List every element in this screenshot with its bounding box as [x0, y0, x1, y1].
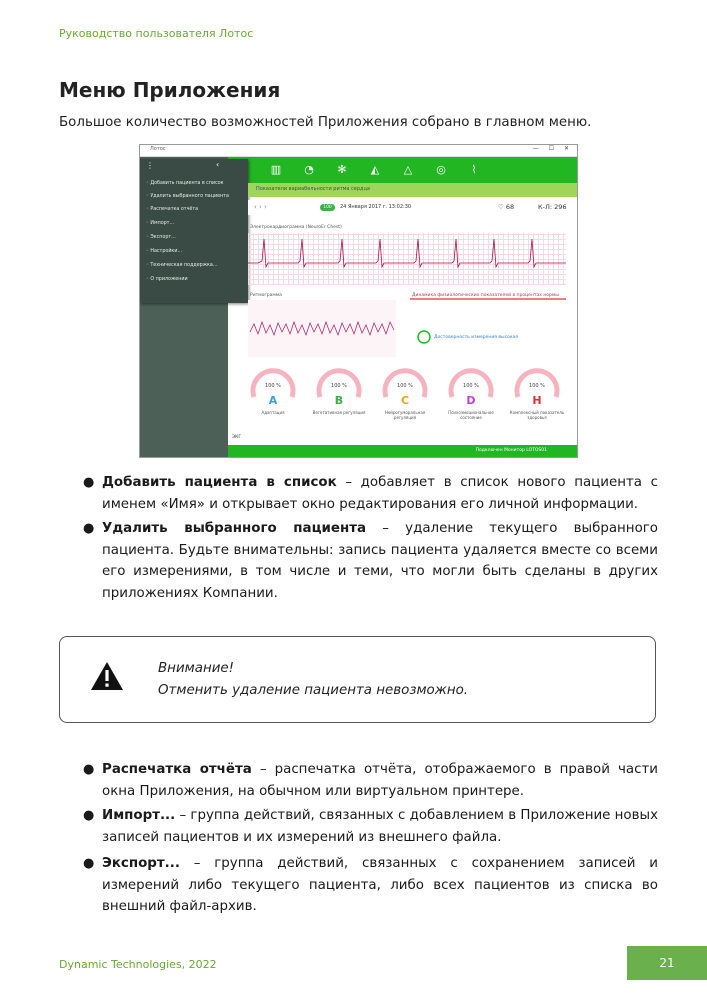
hr-extra: К-Л: 296 [538, 203, 567, 211]
rhythmogram-chart [248, 300, 396, 357]
gauge-b [314, 365, 364, 427]
bullet-marker: ● [83, 521, 95, 536]
warning-text [158, 658, 468, 701]
gauge-a [248, 365, 298, 427]
gauge-d [446, 365, 496, 427]
bullet-marker: ● [83, 808, 95, 823]
bullet-description: – группа действий, связанных с добавлением в Приложение новых записей пациентов и их измерений из внешнего файла. [102, 808, 658, 845]
bullet-marker: ● [83, 762, 95, 777]
bullet-description: – удаление текущего выбранного пациента. Будьте внимательны: запись пациента удаляется вместе со всеми его измерениями, в том числе и теми, что могли быть сделаны в других приложениях Компании. [102, 521, 658, 601]
ecg-title: Электрокардиограмма (NeuroEr Chest) [250, 225, 342, 230]
target-icon[interactable]: ◎ [436, 163, 446, 176]
main-menu [140, 159, 248, 303]
gauge-h-letter: H [532, 394, 542, 407]
menu-item-about[interactable]: ◦ О приложении [146, 277, 188, 282]
status-text: Подключен Монитор LOTOS01 [475, 448, 547, 453]
gauge-d-value: 100 % [463, 383, 479, 389]
ecg-trace [248, 233, 566, 285]
bullet-term: Импорт... [102, 808, 176, 823]
dynamics-title: Динамика физиологических показателей в процентах нормы [412, 293, 559, 298]
gauge-c [380, 365, 430, 427]
gauge-b-value: 100 % [331, 383, 347, 389]
warning-callout [59, 636, 656, 723]
bullet-delete-patient [102, 518, 658, 604]
gauge-b-letter: B [334, 394, 344, 407]
date-toolbar [248, 200, 577, 215]
gauge-h-value: 100 % [529, 383, 545, 389]
dynamics-chart [410, 293, 566, 357]
menu-item-support[interactable]: ◦ Техническая поддержка... [146, 263, 217, 268]
gauge-b-label: Вегетативная регуляция [312, 410, 366, 415]
chevron-left-icon[interactable]: ‹ [216, 160, 220, 169]
intro-paragraph: Большое количество возможностей Приложения собрано в главном меню. [59, 115, 592, 130]
gauge-h [509, 365, 565, 427]
gauge-c-letter: C [400, 394, 410, 407]
status-bar [228, 445, 577, 457]
triangle-icon[interactable]: △ [403, 163, 413, 176]
gauge-a-letter: A [268, 394, 278, 407]
bullet-print-report [102, 759, 658, 802]
line-chart-icon[interactable]: ⌇ [471, 163, 477, 176]
window-controls[interactable]: — ☐ ✕ [532, 145, 573, 152]
rr-trace [248, 300, 396, 357]
bullet-description: – группа действий, связанных с сохранением записей и измерений либо текущего пациента, либо всех пациентов из списка во внешний файл-архив. [102, 856, 658, 914]
bullet-description: – добавляет в список нового пациента с именем «Имя» и открывает окно редактирования его личной информации. [102, 475, 658, 512]
window-title: Лотос [150, 146, 166, 152]
record-pill: 100 [320, 204, 335, 211]
gauge-d-letter: D [466, 394, 476, 407]
gauge-row [240, 365, 577, 430]
bullet-marker: ● [83, 475, 95, 490]
menu-item-settings[interactable]: ◦ Настройки... [146, 249, 182, 254]
rr-title: Ритмограмма [250, 293, 282, 298]
gauge-c-value: 100 % [397, 383, 413, 389]
heart-rate-value: ♡ 68 [498, 203, 515, 211]
bullet-description: – распечатка отчёта, отображаемого в правой части окна Приложения, на обычном или виртуальном принтере. [102, 762, 658, 799]
footer-company: Dynamic Technologies, 2022 [59, 958, 217, 971]
gauge-c-label: Нейрогуморальная регуляция [384, 410, 426, 420]
nav-arrows[interactable]: ‹ › › [254, 203, 267, 211]
bullet-add-patient [102, 472, 658, 515]
menu-item-delete-patient[interactable]: ◦ Удалить выбранного пациента [146, 194, 229, 199]
menu-item-export[interactable]: ◦ Экспорт... [146, 235, 176, 240]
dynamics-trace [410, 293, 566, 357]
bullet-term: Экспорт... [102, 856, 180, 871]
ecg-tab-label[interactable]: ЭКГ [232, 435, 242, 440]
bullet-term: Добавить пациента в список [102, 475, 337, 490]
menu-item-print-report[interactable]: ◦ Распечатка отчёта [146, 207, 198, 212]
warning-body: Отменить удаление пациента невозможно. [158, 682, 469, 698]
page-number: 21 [627, 946, 707, 980]
gauge-d-label: Психоэмоциональное состояние [448, 410, 494, 420]
app-screenshot [139, 144, 578, 458]
gauge-a-label: Адаптация [261, 410, 285, 415]
ecg-chart [248, 233, 566, 285]
section-banner-text: Показатели вариабельности ритма сердца [256, 186, 370, 192]
gauge-icon[interactable]: ◔ [304, 163, 314, 176]
area-chart-icon[interactable]: ◭ [370, 163, 380, 176]
menu-item-add-patient[interactable]: ◦ Добавить пациента в список [146, 181, 224, 186]
warning-icon [90, 661, 124, 691]
window-titlebar [140, 145, 577, 157]
bullet-term: Удалить выбранного пациента [102, 521, 367, 536]
bullet-marker: ● [83, 856, 95, 871]
menu-item-import[interactable]: ◦ Импорт... [146, 221, 174, 226]
section-banner [248, 183, 577, 197]
bullet-export [102, 853, 658, 918]
running-header: Руководство пользователя Лотос [59, 27, 254, 40]
bullet-import [102, 805, 658, 848]
bar-chart-icon[interactable]: ▥ [270, 163, 282, 176]
bullet-term: Распечатка отчёта [102, 762, 252, 777]
snowflake-icon[interactable]: ✻ [337, 163, 347, 176]
record-date: 24 Января 2017 г. 13:02:30 [340, 204, 412, 210]
reliability-legend: Достоверность измерения высокая [434, 335, 518, 340]
page-title: Меню Приложения [59, 78, 281, 102]
menu-icon[interactable]: ⋮ [146, 161, 154, 170]
warning-heading: Внимание! [158, 661, 235, 676]
gauge-a-value: 100 % [265, 383, 281, 389]
gauge-h-label: Комплексный показатель здоровья [509, 410, 565, 420]
